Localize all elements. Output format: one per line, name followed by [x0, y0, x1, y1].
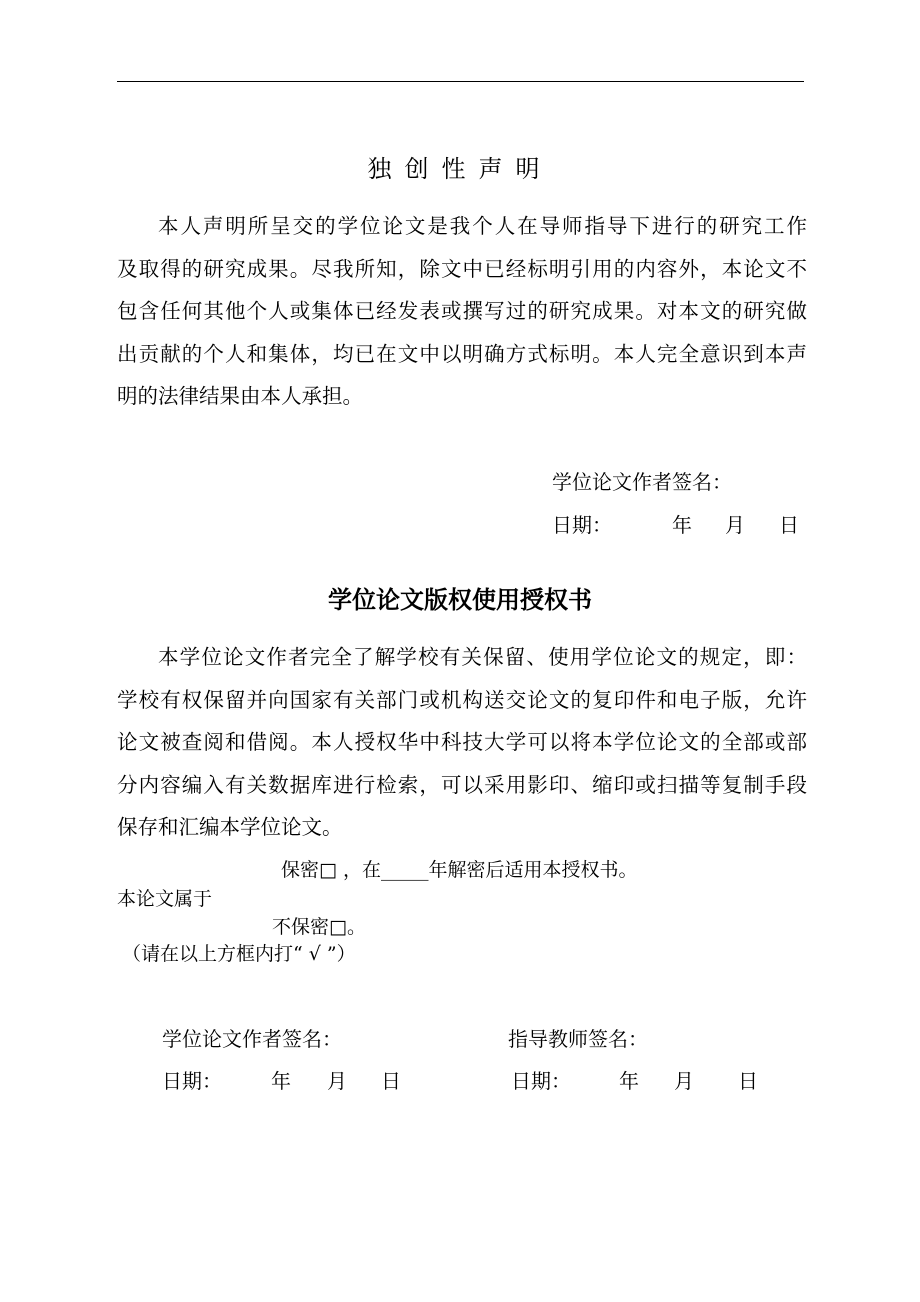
declaration-paragraph — [117, 205, 807, 418]
declaration-line-1: 本人声明所呈交的学位论文是我个人在导师指导下进行的研究工作 — [158, 214, 807, 238]
declaration-line-2: 及取得的研究成果。尽我所知，除文中已经标明引用的内容外，本论文不 — [117, 256, 807, 281]
advisor-date-label: 日期： — [511, 1069, 571, 1093]
declaration-month-label: 月 — [725, 513, 745, 537]
declaration-line-3: 包含任何其他个人或集体已经发表或撰写过的研究成果。对本文的研究做 — [117, 299, 807, 323]
advisor-signature-label: 指导教师签名： — [508, 1027, 648, 1051]
author-date-label: 日期： — [162, 1069, 222, 1093]
header-rule — [117, 81, 804, 82]
declaration-line-4: 出贡献的个人和集体，均已在文中以明确方式标明。本人完全意识到本声 — [117, 341, 807, 366]
secret-option: 保密□ ，在_____年解密后适用本授权书。 — [281, 859, 638, 881]
checkbox-instruction: （请在以上方框内打“ √ ”） — [122, 943, 356, 965]
declaration-year-label: 年 — [672, 513, 692, 537]
belongs-label: 本论文属于 — [117, 888, 213, 910]
nonsecret-option: 不保密□。 — [272, 916, 366, 938]
authorization-title: 学位论文版权使用授权书 — [328, 586, 592, 614]
declaration-line-5: 明的法律结果由本人承担。 — [117, 384, 363, 408]
declaration-signature-label: 学位论文作者签名： — [552, 470, 732, 494]
declaration-day-label: 日 — [779, 513, 799, 537]
author-month-label: 月 — [327, 1069, 347, 1093]
advisor-year-label: 年 — [619, 1069, 639, 1093]
authorization-line-4: 分内容编入有关数据库进行检索，可以采用影印、缩印或扫描等复制手段 — [117, 772, 807, 797]
authorization-line-5: 保存和汇编本学位论文。 — [117, 815, 343, 839]
declaration-title: 独创性声明 — [367, 155, 553, 183]
authorization-line-2: 学校有权保留并向国家有关部门或机构送交论文的复印件和电子版，允许 — [117, 687, 807, 712]
advisor-day-label: 日 — [738, 1069, 758, 1093]
advisor-month-label: 月 — [674, 1069, 694, 1093]
authorization-line-1: 本学位论文作者完全了解学校有关保留、使用学位论文的规定，即： — [158, 645, 807, 669]
author-year-label: 年 — [271, 1069, 291, 1093]
authorization-line-3: 论文被查阅和借阅。本人授权华中科技大学可以将本学位论文的全部或部 — [117, 730, 807, 754]
declaration-date-label: 日期： — [552, 513, 612, 537]
author-signature-label: 学位论文作者签名： — [162, 1027, 342, 1051]
author-day-label: 日 — [381, 1069, 401, 1093]
authorization-paragraph — [117, 636, 807, 849]
